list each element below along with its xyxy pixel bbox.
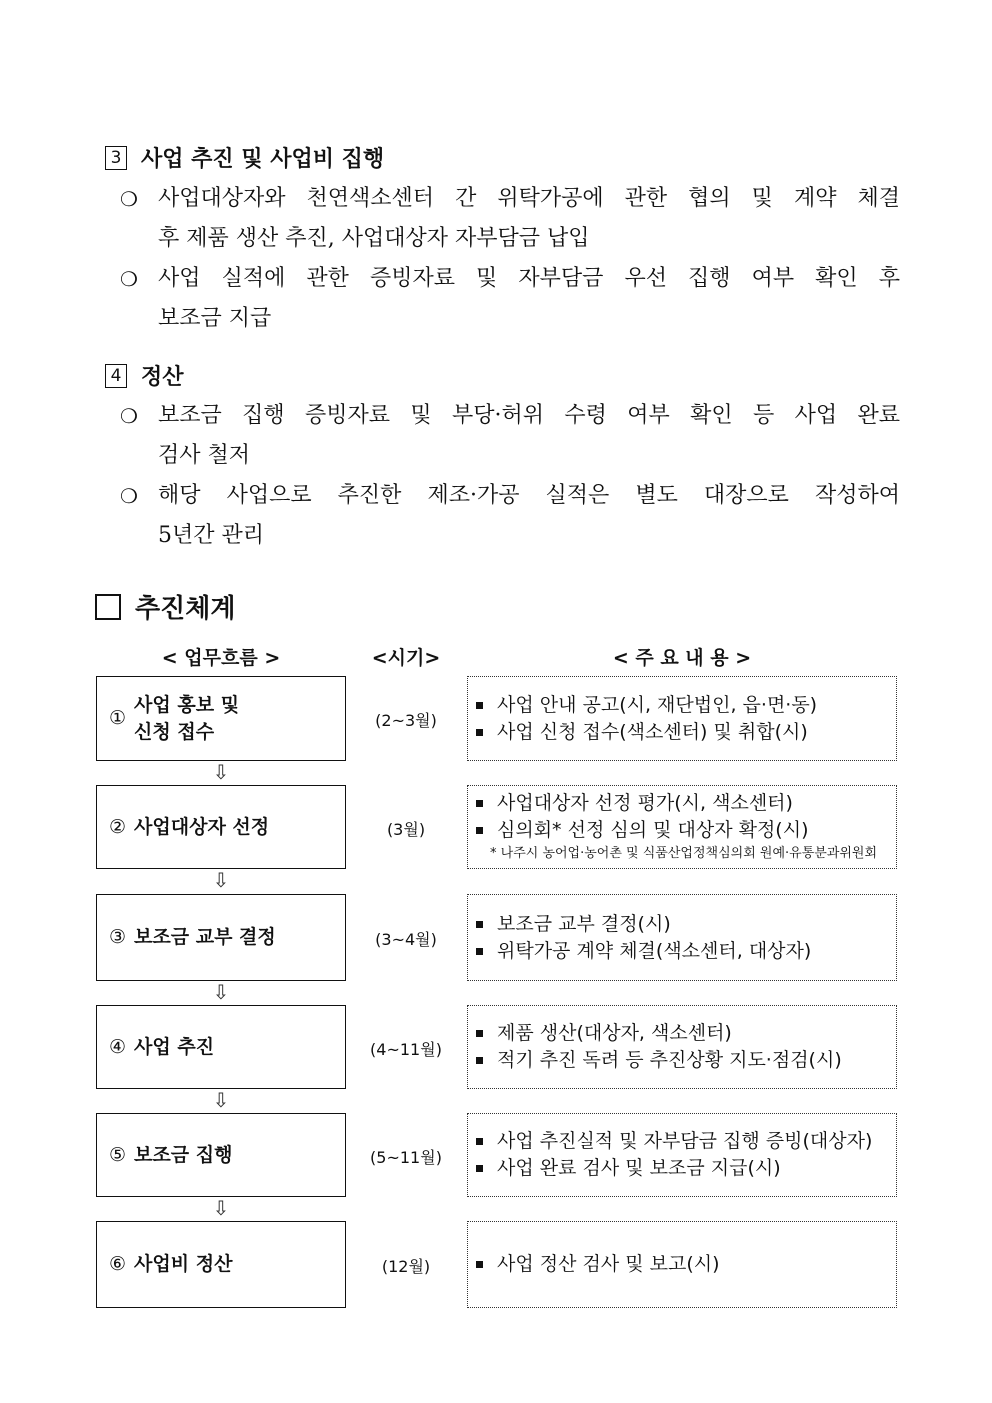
stage-name: 보조금 교부 결정 (134, 926, 276, 948)
section-title: 사업 추진 및 사업비 집행 (141, 147, 385, 172)
detail-item: 위탁가공 계약 체결(색소센터, 대상자) (476, 938, 896, 965)
bullet-line: 사업 실적에 관한 증빙자료 및 자부담금 우선 집행 여부 확인 후 (158, 266, 900, 291)
detail-item: 사업 신청 접수(색소센터) 및 취합(시) (476, 719, 896, 746)
stage-period: (4~11월) (370, 1040, 442, 1059)
stage-box (96, 1221, 346, 1308)
detail-item: 사업 완료 검사 및 보조금 지급(시) (476, 1155, 896, 1182)
bullet-line: 보조금 지급 (158, 306, 272, 331)
stage-detail-box (467, 1221, 897, 1308)
stage-name: 보조금 집행 (134, 1143, 233, 1166)
circle-bullet-icon: ❍ (120, 187, 138, 211)
down-arrow-icon: ⇩ (212, 868, 230, 892)
square-bullet-icon (476, 1057, 483, 1064)
square-bullet-icon (476, 948, 483, 955)
stage-detail-box (467, 894, 897, 981)
stage-number: ⑥ (109, 1253, 127, 1275)
stage-number: ② (109, 815, 127, 838)
bullet-item (120, 476, 900, 556)
chapter-title: 추진체계 (135, 594, 236, 624)
down-arrow-icon: ⇩ (212, 1196, 230, 1220)
square-bullet-icon (476, 1030, 483, 1037)
detail-item: 사업 정산 검사 및 보고(시) (476, 1251, 896, 1278)
square-bullet-icon (476, 1165, 483, 1172)
circle-bullet-icon: ❍ (120, 404, 138, 428)
bullet-item (120, 179, 900, 259)
stage-number: ④ (109, 1035, 127, 1058)
bullet-line: 5년간 관리 (158, 523, 264, 548)
square-bullet-icon (476, 729, 483, 736)
down-arrow-icon: ⇩ (212, 1088, 230, 1112)
bullet-line: 사업대상자와 천연색소센터 간 위탁가공에 관한 협의 및 계약 체결 (158, 186, 900, 211)
circle-bullet-icon: ❍ (120, 484, 138, 508)
section-4-heading (105, 360, 184, 391)
square-bullet-icon (476, 702, 483, 709)
stage-box (96, 1005, 346, 1089)
stage-period: (3월) (386, 820, 426, 839)
chapter-heading (95, 588, 235, 625)
stage-period: (5~11월) (370, 1148, 442, 1167)
stage-box (96, 785, 346, 869)
detail-item: 사업 추진실적 및 자부담금 집행 증빙(대상자) (476, 1128, 896, 1155)
section-3-heading (105, 142, 384, 173)
down-arrow-icon: ⇩ (212, 760, 230, 784)
section-number: 4 (105, 364, 127, 388)
square-bullet-icon (476, 1138, 483, 1145)
stage-number: ① (109, 707, 127, 729)
circle-bullet-icon: ❍ (120, 267, 138, 291)
column-header-content: < 주 요 내 용 > (612, 647, 752, 669)
stage-name: 사업대상자 선정 (134, 815, 270, 838)
stage-name (134, 692, 239, 746)
bullet-line: 해당 사업으로 추진한 제조·가공 실적은 별도 대장으로 작성하여 (158, 483, 900, 508)
bullet-line: 검사 철저 (158, 443, 251, 468)
checkbox-square-icon (95, 594, 121, 620)
stage-detail-box (467, 676, 897, 761)
bullet-item (120, 396, 900, 476)
square-bullet-icon (476, 921, 483, 928)
section-number: 3 (105, 146, 127, 170)
stage-name: 사업비 정산 (134, 1253, 233, 1275)
stage-name-line: 사업 홍보 및 (134, 693, 240, 716)
detail-item: 보조금 교부 결정(시) (476, 911, 896, 938)
down-arrow-icon: ⇩ (212, 980, 230, 1004)
footnote: * 나주시 농어업·농어촌 및 식품산업정책심의회 원예·유통분과위원회 (490, 846, 878, 861)
stage-period: (12월) (381, 1257, 431, 1276)
detail-item: 제품 생산(대상자, 색소센터) (476, 1020, 896, 1047)
bullet-line: 후 제품 생산 추진, 사업대상자 자부담금 납입 (158, 226, 590, 251)
stage-detail-box (467, 1113, 897, 1197)
stage-period: (3~4월) (375, 930, 437, 949)
bullet-line: 보조금 집행 증빙자료 및 부당·허위 수령 여부 확인 등 사업 완료 (158, 403, 900, 428)
detail-item: 심의회* 선정 심의 및 대상자 확정(시) (476, 817, 896, 844)
section-title: 정산 (141, 365, 184, 390)
square-bullet-icon (476, 1261, 483, 1268)
stage-name: 사업 추진 (134, 1035, 215, 1058)
stage-number: ③ (109, 926, 127, 948)
square-bullet-icon (476, 827, 483, 834)
column-header-flow: < 업무흐름 > (161, 647, 281, 669)
column-header-period: <시기> (371, 647, 441, 669)
stage-box (96, 676, 346, 761)
detail-item: 사업 안내 공고(시, 재단법인, 읍·면·동) (476, 692, 896, 719)
square-bullet-icon (476, 800, 483, 807)
stage-box (96, 894, 346, 981)
stage-number: ⑤ (109, 1143, 127, 1166)
detail-item: 적기 추진 독려 등 추진상황 지도·점검(시) (476, 1047, 896, 1074)
detail-item: 사업대상자 선정 평가(시, 색소센터) (476, 790, 896, 817)
stage-detail-box (467, 1005, 897, 1089)
stage-period: (2~3월) (375, 711, 437, 730)
stage-detail-box (467, 785, 897, 869)
stage-name-line: 신청 접수 (134, 720, 215, 743)
stage-box (96, 1113, 346, 1197)
bullet-item (120, 259, 900, 339)
